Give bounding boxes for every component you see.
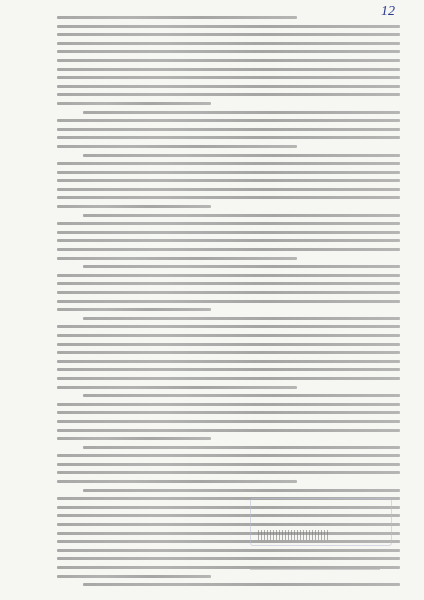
text-line xyxy=(83,214,400,217)
text-line xyxy=(57,549,400,552)
text-line xyxy=(57,162,400,165)
text-line xyxy=(57,377,400,380)
text-line xyxy=(83,111,400,114)
text-line xyxy=(83,265,400,268)
text-line xyxy=(57,454,400,457)
text-line xyxy=(83,446,400,449)
text-line xyxy=(57,76,400,79)
text-line xyxy=(57,325,400,328)
text-line xyxy=(83,317,400,320)
text-line xyxy=(57,136,400,139)
text-line xyxy=(57,205,211,208)
text-line xyxy=(57,42,400,45)
text-line xyxy=(57,68,400,71)
text-line xyxy=(57,196,400,199)
text-line xyxy=(57,93,400,96)
text-line xyxy=(57,171,400,174)
text-line xyxy=(57,257,297,260)
text-line xyxy=(57,300,400,303)
text-line xyxy=(57,368,400,371)
text-line xyxy=(57,437,211,440)
text-line xyxy=(57,291,400,294)
text-line xyxy=(57,33,400,36)
text-line xyxy=(57,360,400,363)
footer-line xyxy=(250,568,380,570)
text-line xyxy=(57,179,400,182)
text-line xyxy=(57,557,400,560)
text-line xyxy=(57,471,400,474)
text-line xyxy=(57,463,400,466)
text-line xyxy=(57,59,400,62)
text-line xyxy=(57,128,400,131)
text-line xyxy=(57,239,400,242)
text-line xyxy=(83,394,400,397)
text-line xyxy=(57,145,297,148)
text-line xyxy=(57,85,400,88)
text-line xyxy=(57,25,400,28)
text-line xyxy=(57,411,400,414)
text-line xyxy=(57,16,297,19)
text-line xyxy=(83,583,400,586)
barcode xyxy=(258,530,328,540)
text-line xyxy=(57,50,400,53)
text-line xyxy=(57,248,400,251)
text-line xyxy=(57,222,400,225)
text-line xyxy=(57,403,400,406)
text-line xyxy=(57,351,400,354)
text-line xyxy=(83,489,400,492)
text-line xyxy=(57,308,211,311)
text-line xyxy=(57,480,297,483)
text-line xyxy=(57,420,400,423)
text-line xyxy=(57,188,400,191)
text-line xyxy=(57,102,211,105)
text-line xyxy=(57,575,211,578)
text-line xyxy=(57,386,297,389)
text-line xyxy=(83,154,400,157)
text-line xyxy=(57,334,400,337)
page-number: 12 xyxy=(381,4,395,19)
text-line xyxy=(57,119,400,122)
text-line xyxy=(57,274,400,277)
text-line xyxy=(57,282,400,285)
text-line xyxy=(57,429,400,432)
text-line xyxy=(57,343,400,346)
text-line xyxy=(57,231,400,234)
